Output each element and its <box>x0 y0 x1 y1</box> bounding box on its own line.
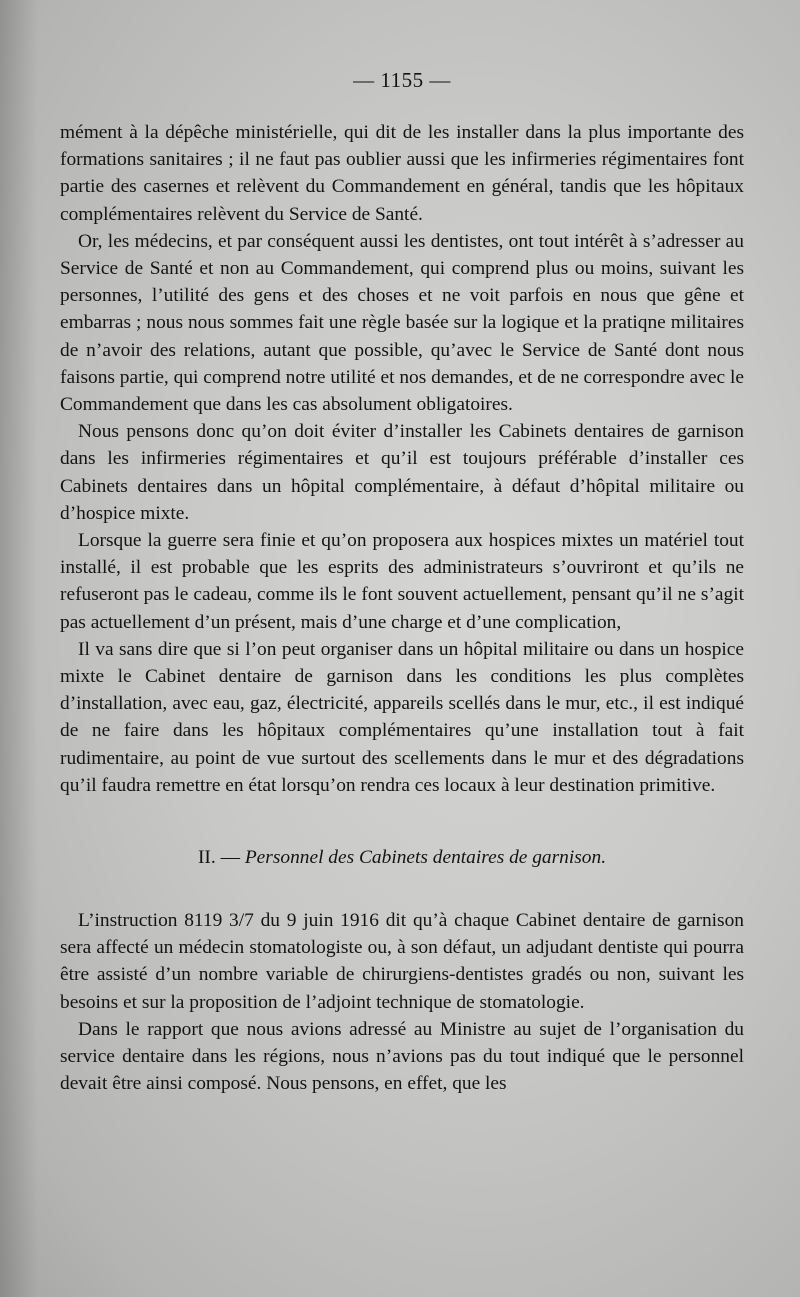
page-number: — 1155 — <box>353 68 451 92</box>
section-heading <box>60 847 744 869</box>
section-heading-title: Personnel des Cabinets dentaires de garnison. <box>244 847 607 869</box>
paragraph-2: Or, les médecins, et par conséquent aussi les dentistes, ont tout intérêt à s’adresser au Service de Santé et non au Commandement, qui comprend plus ou moins, suivant les personnes, l’utilité des gens et des choses et ne voit parfois en nous que gêne et embarras ; nous nous sommes fait une règle basée sur la logique et la pratiqne militaires de n’avoir des relations, autant que possible, qu’avec le Service de Santé dont nous faisons partie, qui comprend notre utilité et nos demandes, et de ne correspondre avec le Commandement que dans les cas absolument obligatoires. <box>60 230 744 416</box>
paragraph-3: Nous pensons donc qu’on doit éviter d’installer les Cabinets dentaires de garnison dans les infirmeries régimentaires et qu’il est toujours préférable d’installer ces Cabinets dentaires dans un hôpital complémentaire, à défaut d’hôpital militaire ou d’hospice mixte. <box>60 421 744 524</box>
paragraph-7: Dans le rapport que nous avions adressé au Ministre au sujet de l’organisation du service dentaire dans les régions, nous n’avions pas du tout indiqué que le personnel devait être ainsi composé. Nous pensons, en effet, que les <box>60 1018 744 1095</box>
paragraph-5: Il va sans dire que si l’on peut organiser dans un hôpital militaire ou dans un hospice mixte le Cabinet dentaire de garnison dans les conditions les plus complètes d’installation, avec eau, gaz, électricité, appareils scellés dans le mur, etc., il est indiqué de ne faire dans les hôpitaux complémentaires qu’une installation tout à fait rudimentaire, au point de vue surtout des scellements dans le mur et des dégradations qu’il faudra remettre en état lorsqu’on rendra ces locaux à leur destination primitive. <box>60 638 744 796</box>
paragraph-1: mément à la dépêche ministérielle, qui dit de les installer dans la plus importante des formations sanitaires ; il ne faut pas oublier aussi que les infirmeries régimentaires font partie des casernes et relèvent du Commandement en général, tandis que les hôpitaux complémentaires relèvent du Service de Santé. <box>60 122 744 225</box>
paragraph-4: Lorsque la guerre sera finie et qu’on proposera aux hospices mixtes un matériel tout installé, il est probable que les esprits des administrateurs s’ouvriront et qu’ils ne refuseront pas le cadeau, comme ils le font souvent actuellement, pensant qu’il ne s’agit pas actuellement d’un présent, mais d’une charge et d’une complication, <box>60 530 744 633</box>
paragraph-6: L’instruction 8119 3/7 du 9 juin 1916 dit qu’à chaque Cabinet dentaire de garnison sera affecté un médecin stomatologiste ou, à son défaut, un adjudant dentiste qui pourra être assisté d’un nombre variable de chirurgiens-dentistes gradés ou non, suivant les besoins et sur la proposition de l’adjoint technique de stomatologie. <box>60 910 744 1013</box>
section-heading-number: II. — <box>197 847 240 869</box>
